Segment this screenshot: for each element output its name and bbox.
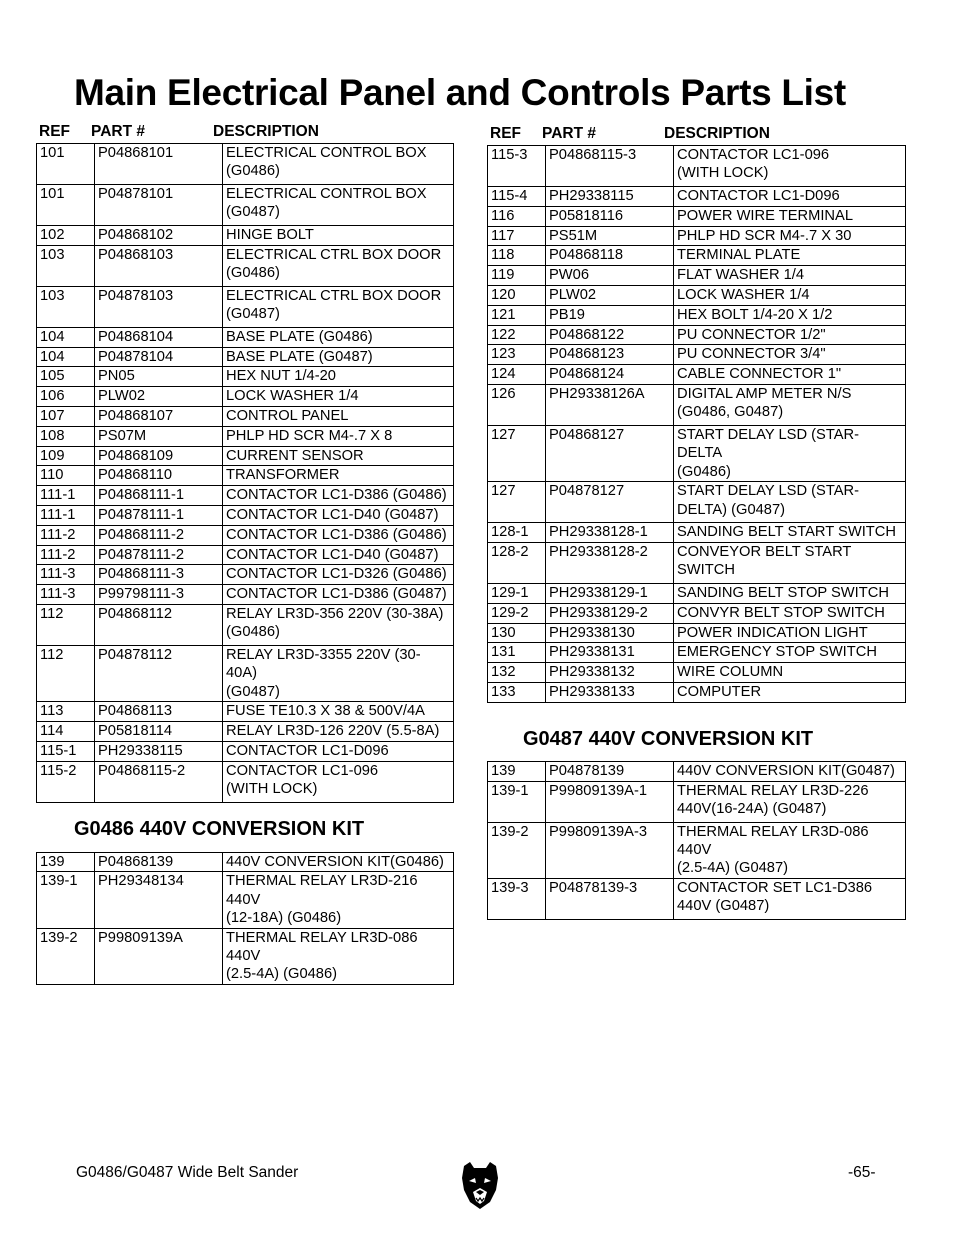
table-row <box>37 245 454 286</box>
part-number-column-header: PART # <box>91 123 145 140</box>
table-row <box>488 285 906 305</box>
right-column <box>487 123 906 920</box>
table-row <box>37 585 454 605</box>
part-number-cell: P04868112 <box>95 604 223 645</box>
ref-cell: 127 <box>488 425 546 481</box>
description-cell: CABLE CONNECTOR 1" <box>674 365 906 385</box>
table-row <box>37 761 454 802</box>
description-cell: THERMAL RELAY LR3D-226 440V(16-24A) (G0487) <box>674 781 906 822</box>
table-row <box>37 144 454 185</box>
part-number-cell: P04868115-2 <box>95 761 223 802</box>
ref-cell: 110 <box>37 466 95 486</box>
table-row <box>488 206 906 226</box>
table-row <box>37 486 454 506</box>
description-column-header: DESCRIPTION <box>213 123 319 140</box>
table-row <box>37 505 454 525</box>
description-cell: LOCK WASHER 1/4 <box>223 387 454 407</box>
ref-cell: 130 <box>488 623 546 643</box>
description-cell: CONTACTOR LC1-D40 (G0487) <box>223 505 454 525</box>
table-row <box>488 425 906 481</box>
ref-cell: 115-2 <box>37 761 95 802</box>
description-cell: START DELAY LSD (STAR-DELTA (G0486) <box>674 425 906 481</box>
part-number-cell: PH29338129-2 <box>546 603 674 623</box>
ref-cell: 115-3 <box>488 146 546 187</box>
ref-cell: 111-2 <box>37 545 95 565</box>
description-cell: ELECTRICAL CTRL BOX DOOR (G0486) <box>223 245 454 286</box>
table-row <box>488 643 906 663</box>
table-row <box>37 525 454 545</box>
table-row <box>488 187 906 207</box>
ref-cell: 122 <box>488 325 546 345</box>
table-row <box>37 426 454 446</box>
description-cell: LOCK WASHER 1/4 <box>674 285 906 305</box>
part-number-cell: PH29338133 <box>546 682 674 702</box>
table-row <box>37 928 454 984</box>
table-row <box>488 246 906 266</box>
ref-cell: 114 <box>37 721 95 741</box>
table-row <box>37 565 454 585</box>
main-parts-table-left <box>36 143 454 803</box>
part-number-cell: P04868111-2 <box>95 525 223 545</box>
part-number-cell: P99809139A <box>95 928 223 984</box>
ref-cell: 101 <box>37 185 95 226</box>
main-parts-table-right <box>487 145 906 703</box>
description-cell: ELECTRICAL CONTROL BOX (G0486) <box>223 144 454 185</box>
description-cell: HEX BOLT 1/4-20 X 1/2 <box>674 305 906 325</box>
ref-cell: 111-1 <box>37 486 95 506</box>
table-row <box>37 852 454 872</box>
ref-cell: 126 <box>488 384 546 425</box>
ref-cell: 111-3 <box>37 585 95 605</box>
part-number-cell: PLW02 <box>95 387 223 407</box>
table-row <box>488 325 906 345</box>
description-cell: RELAY LR3D-3355 220V (30-40A) (G0487) <box>223 645 454 701</box>
description-cell: START DELAY LSD (STAR- DELTA) (G0487) <box>674 482 906 523</box>
table-row <box>488 603 906 623</box>
table-row <box>37 721 454 741</box>
part-number-cell: P04868122 <box>546 325 674 345</box>
part-number-column-header: PART # <box>542 125 596 142</box>
description-cell: 440V CONVERSION KIT(G0487) <box>674 761 906 781</box>
description-cell: RELAY LR3D-126 220V (5.5-8A) <box>223 721 454 741</box>
table-row <box>488 583 906 603</box>
part-number-cell: P04868139 <box>95 852 223 872</box>
part-number-cell: P04878112 <box>95 645 223 701</box>
description-cell: BASE PLATE (G0486) <box>223 327 454 347</box>
ref-cell: 139-1 <box>37 872 95 928</box>
table-row <box>37 185 454 226</box>
description-cell: CONVYR BELT STOP SWITCH <box>674 603 906 623</box>
part-number-cell: P04878111-2 <box>95 545 223 565</box>
description-cell: TRANSFORMER <box>223 466 454 486</box>
table-row <box>488 384 906 425</box>
table-row <box>37 286 454 327</box>
part-number-cell: P04878104 <box>95 347 223 367</box>
grizzly-bear-head-icon <box>458 1160 502 1210</box>
part-number-cell: PH29338129-1 <box>546 583 674 603</box>
description-cell: PU CONNECTOR 3/4" <box>674 345 906 365</box>
footer-model-name: G0486/G0487 Wide Belt Sander <box>76 1164 299 1181</box>
table-row <box>488 365 906 385</box>
ref-cell: 111-2 <box>37 525 95 545</box>
ref-cell: 109 <box>37 446 95 466</box>
part-number-cell: P04878101 <box>95 185 223 226</box>
part-number-cell: P04878103 <box>95 286 223 327</box>
part-number-cell: P04868107 <box>95 406 223 426</box>
ref-cell: 133 <box>488 682 546 702</box>
part-number-cell: P04868101 <box>95 144 223 185</box>
ref-cell: 139 <box>488 761 546 781</box>
table-row <box>488 266 906 286</box>
part-number-cell: PH29338128-1 <box>546 523 674 543</box>
part-number-cell: PW06 <box>546 266 674 286</box>
ref-cell: 121 <box>488 305 546 325</box>
table-row <box>37 446 454 466</box>
ref-cell: 103 <box>37 245 95 286</box>
description-cell: RELAY LR3D-356 220V (30-38A) (G0486) <box>223 604 454 645</box>
footer-page-number: -65- <box>848 1164 876 1181</box>
g0487-kit-title: G0487 440V CONVERSION KIT <box>523 727 814 750</box>
part-number-cell: PB19 <box>546 305 674 325</box>
table-row <box>37 406 454 426</box>
description-cell: TERMINAL PLATE <box>674 246 906 266</box>
table-row <box>488 305 906 325</box>
description-cell: DIGITAL AMP METER N/S (G0486, G0487) <box>674 384 906 425</box>
ref-cell: 118 <box>488 246 546 266</box>
table-row <box>37 741 454 761</box>
part-number-cell: PH29338132 <box>546 663 674 683</box>
description-cell: PU CONNECTOR 1/2" <box>674 325 906 345</box>
part-number-cell: P04868109 <box>95 446 223 466</box>
description-cell: ELECTRICAL CTRL BOX DOOR (G0487) <box>223 286 454 327</box>
part-number-cell: PS51M <box>546 226 674 246</box>
table-row <box>37 604 454 645</box>
description-cell: EMERGENCY STOP SWITCH <box>674 643 906 663</box>
table-row <box>488 761 906 781</box>
table-row <box>488 226 906 246</box>
ref-cell: 127 <box>488 482 546 523</box>
table-row <box>37 702 454 722</box>
description-cell: 440V CONVERSION KIT(G0486) <box>223 852 454 872</box>
ref-cell: 139-2 <box>37 928 95 984</box>
description-cell: THERMAL RELAY LR3D-086 440V (2.5-4A) (G0486) <box>223 928 454 984</box>
description-cell: CONTACTOR LC1-D386 (G0486) <box>223 525 454 545</box>
table-row <box>37 387 454 407</box>
part-number-cell: PS07M <box>95 426 223 446</box>
ref-cell: 119 <box>488 266 546 286</box>
ref-cell: 139-1 <box>488 781 546 822</box>
ref-column-header: REF <box>39 123 70 140</box>
ref-cell: 131 <box>488 643 546 663</box>
table-row <box>488 822 906 878</box>
description-cell: CONTACTOR LC1-D326 (G0486) <box>223 565 454 585</box>
ref-cell: 115-4 <box>488 187 546 207</box>
ref-cell: 111-3 <box>37 565 95 585</box>
description-cell: CONVEYOR BELT START SWITCH <box>674 542 906 583</box>
part-number-cell: P04878139 <box>546 761 674 781</box>
description-cell: CONTACTOR LC1-D386 (G0487) <box>223 585 454 605</box>
description-cell: FUSE TE10.3 X 38 & 500V/4A <box>223 702 454 722</box>
ref-cell: 120 <box>488 285 546 305</box>
part-number-cell: P04868102 <box>95 226 223 246</box>
part-number-cell: PH29338126A <box>546 384 674 425</box>
ref-cell: 104 <box>37 347 95 367</box>
g0487-kit-table <box>487 761 906 920</box>
part-number-cell: P04868127 <box>546 425 674 481</box>
part-number-cell: P04868103 <box>95 245 223 286</box>
part-number-cell: P04878111-1 <box>95 505 223 525</box>
table-row <box>37 327 454 347</box>
part-number-cell: P04868124 <box>546 365 674 385</box>
part-number-cell: PH29348134 <box>95 872 223 928</box>
table-row <box>488 146 906 187</box>
ref-cell: 112 <box>37 645 95 701</box>
part-number-cell: PN05 <box>95 367 223 387</box>
ref-cell: 111-1 <box>37 505 95 525</box>
table-row <box>488 623 906 643</box>
description-cell: SANDING BELT START SWITCH <box>674 523 906 543</box>
description-cell: CONTACTOR LC1-096 (WITH LOCK) <box>223 761 454 802</box>
table-row <box>37 466 454 486</box>
page-title: Main Electrical Panel and Controls Parts List <box>74 72 846 113</box>
ref-cell: 117 <box>488 226 546 246</box>
ref-cell: 139-2 <box>488 822 546 878</box>
ref-cell: 128-1 <box>488 523 546 543</box>
table-header <box>36 121 454 143</box>
description-cell: WIRE COLUMN <box>674 663 906 683</box>
ref-cell: 115-1 <box>37 741 95 761</box>
ref-cell: 139-3 <box>488 878 546 919</box>
part-number-cell: PH29338115 <box>95 741 223 761</box>
ref-cell: 116 <box>488 206 546 226</box>
ref-cell: 129-2 <box>488 603 546 623</box>
table-row <box>488 482 906 523</box>
ref-cell: 102 <box>37 226 95 246</box>
part-number-cell: PH29338115 <box>546 187 674 207</box>
part-number-cell: P05818114 <box>95 721 223 741</box>
table-row <box>488 781 906 822</box>
part-number-cell: P04868113 <box>95 702 223 722</box>
table-row <box>37 645 454 701</box>
description-cell: CONTACTOR LC1-D386 (G0486) <box>223 486 454 506</box>
description-cell: CONTACTOR LC1-D40 (G0487) <box>223 545 454 565</box>
description-cell: CONTACTOR SET LC1-D386 440V (G0487) <box>674 878 906 919</box>
description-cell: ELECTRICAL CONTROL BOX (G0487) <box>223 185 454 226</box>
description-cell: HINGE BOLT <box>223 226 454 246</box>
part-number-cell: PLW02 <box>546 285 674 305</box>
ref-cell: 113 <box>37 702 95 722</box>
table-row <box>488 523 906 543</box>
table-row <box>488 663 906 683</box>
ref-cell: 128-2 <box>488 542 546 583</box>
ref-cell: 129-1 <box>488 583 546 603</box>
description-cell: SANDING BELT STOP SWITCH <box>674 583 906 603</box>
table-row <box>37 872 454 928</box>
part-number-cell: P04868111-3 <box>95 565 223 585</box>
part-number-cell: P99798111-3 <box>95 585 223 605</box>
ref-cell: 101 <box>37 144 95 185</box>
table-row <box>37 367 454 387</box>
ref-cell: 124 <box>488 365 546 385</box>
g0486-kit-table <box>36 852 454 985</box>
part-number-cell: P99809139A-3 <box>546 822 674 878</box>
description-cell: PHLP HD SCR M4-.7 X 30 <box>674 226 906 246</box>
ref-cell: 104 <box>37 327 95 347</box>
part-number-cell: P04868115-3 <box>546 146 674 187</box>
ref-column-header: REF <box>490 125 521 142</box>
ref-cell: 106 <box>37 387 95 407</box>
description-cell: CURRENT SENSOR <box>223 446 454 466</box>
table-row <box>488 878 906 919</box>
ref-cell: 107 <box>37 406 95 426</box>
table-row <box>37 545 454 565</box>
part-number-cell: P04868111-1 <box>95 486 223 506</box>
part-number-cell: PH29338131 <box>546 643 674 663</box>
ref-cell: 108 <box>37 426 95 446</box>
ref-cell: 123 <box>488 345 546 365</box>
description-cell: COMPUTER <box>674 682 906 702</box>
description-cell: HEX NUT 1/4-20 <box>223 367 454 387</box>
description-column-header: DESCRIPTION <box>664 125 770 142</box>
description-cell: THERMAL RELAY LR3D-216 440V (12-18A) (G0486) <box>223 872 454 928</box>
table-row <box>488 542 906 583</box>
description-cell: POWER WIRE TERMINAL <box>674 206 906 226</box>
ref-cell: 139 <box>37 852 95 872</box>
description-cell: CONTACTOR LC1-D096 <box>674 187 906 207</box>
table-row <box>488 682 906 702</box>
ref-cell: 112 <box>37 604 95 645</box>
table-row <box>37 347 454 367</box>
part-number-cell: P04878127 <box>546 482 674 523</box>
part-number-cell: P04868118 <box>546 246 674 266</box>
part-number-cell: P05818116 <box>546 206 674 226</box>
table-row <box>37 226 454 246</box>
description-cell: THERMAL RELAY LR3D-086 440V (2.5-4A) (G0487) <box>674 822 906 878</box>
table-header <box>487 123 906 145</box>
g0486-kit-title: G0486 440V CONVERSION KIT <box>74 817 365 840</box>
part-number-cell: P04868104 <box>95 327 223 347</box>
part-number-cell: P04878139-3 <box>546 878 674 919</box>
part-number-cell: P04868110 <box>95 466 223 486</box>
left-column <box>36 121 454 985</box>
description-cell: CONTACTOR LC1-096 (WITH LOCK) <box>674 146 906 187</box>
ref-cell: 132 <box>488 663 546 683</box>
description-cell: FLAT WASHER 1/4 <box>674 266 906 286</box>
description-cell: POWER INDICATION LIGHT <box>674 623 906 643</box>
description-cell: PHLP HD SCR M4-.7 X 8 <box>223 426 454 446</box>
part-number-cell: PH29338130 <box>546 623 674 643</box>
description-cell: BASE PLATE (G0487) <box>223 347 454 367</box>
ref-cell: 103 <box>37 286 95 327</box>
part-number-cell: P04868123 <box>546 345 674 365</box>
description-cell: CONTACTOR LC1-D096 <box>223 741 454 761</box>
part-number-cell: P99809139A-1 <box>546 781 674 822</box>
table-row <box>488 345 906 365</box>
part-number-cell: PH29338128-2 <box>546 542 674 583</box>
description-cell: CONTROL PANEL <box>223 406 454 426</box>
ref-cell: 105 <box>37 367 95 387</box>
